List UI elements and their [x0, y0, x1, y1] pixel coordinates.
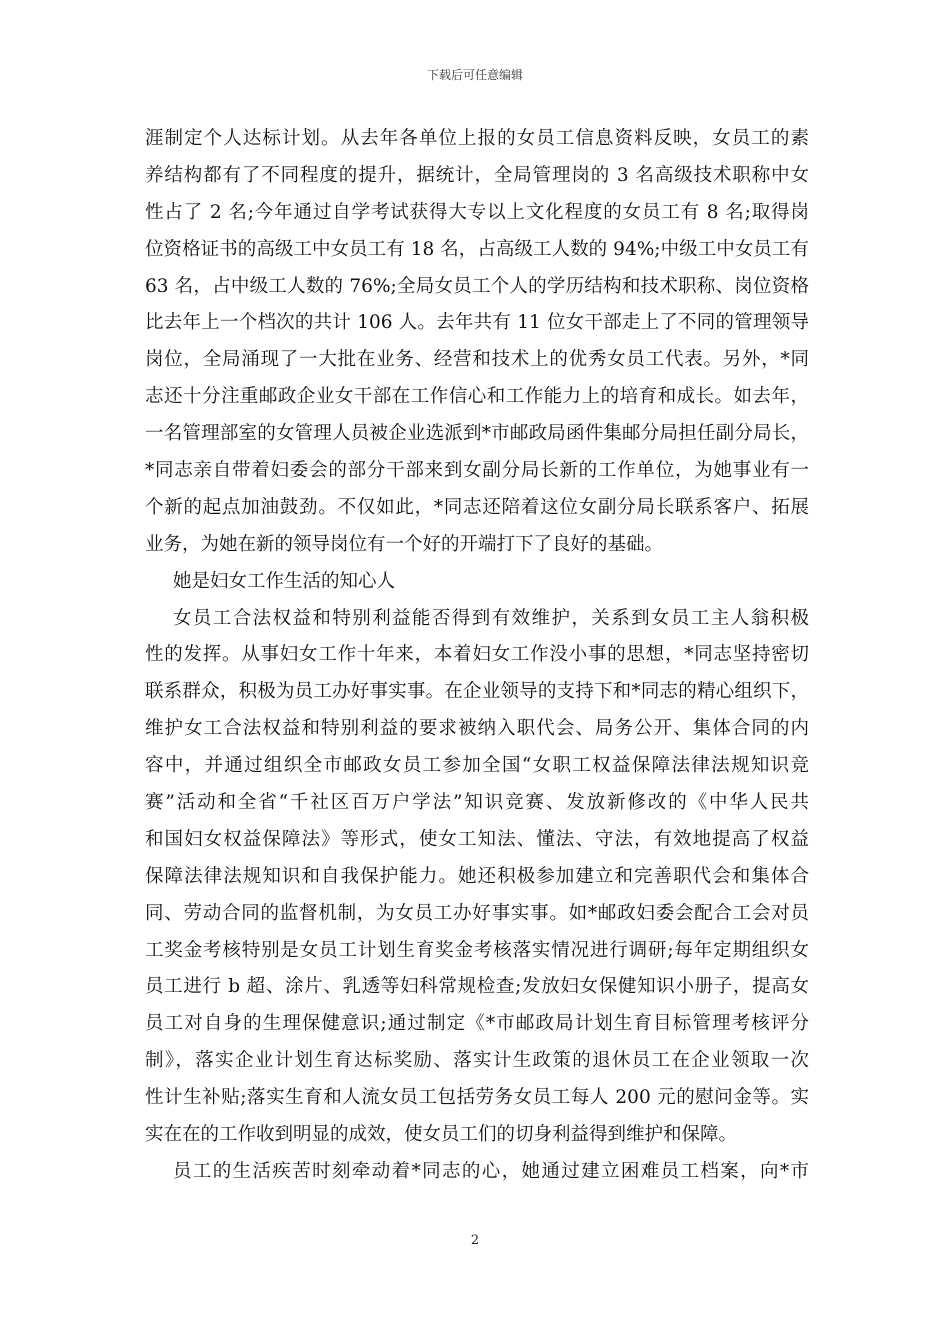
text-line: 女员工合法权益和特别利益能否得到有效维护，关系到女员工主人翁积极 — [173, 607, 809, 629]
text-line: 一名管理部室的女管理人员被企业选派到*市邮政局函件集邮分局担任副分局长， — [145, 423, 809, 445]
text-line: 个新的起点加油鼓劲。不仅如此，*同志还陪着这位女副分局长联系客户、拓展 — [145, 496, 809, 518]
text-line: 比去年上一个档次的共计 106 人。去年共有 11 位女干部走上了不同的管理领导 — [145, 312, 809, 334]
text-line: 保障法律法规知识和自我保护能力。她还积极参加建立和完善职代会和集体合 — [145, 865, 809, 887]
text-line: 性占了 2 名;今年通过自学考试获得大专以上文化程度的女员工有 8 名;取得岗 — [145, 201, 809, 223]
text-line: 员工对自身的生理保健意识;通过制定《*市邮政局计划生育目标管理考核评分 — [145, 1013, 809, 1035]
text-line: 和国妇女权益保障法》等形式，使女工知法、懂法、守法，有效地提高了权益 — [145, 828, 809, 850]
text-line: 实在在的工作收到明显的成效，使女员工们的切身利益得到维护和保障。 — [145, 1124, 738, 1146]
text-line: 业务，为她在新的领导岗位有一个好的开端打下了良好的基础。 — [145, 533, 664, 555]
text-line: 岗位，全局涌现了一大批在业务、经营和技术上的优秀女员工代表。另外，*同 — [145, 349, 809, 371]
text-line: 志还十分注重邮政企业女干部在工作信心和工作能力上的培育和成长。如去年， — [145, 386, 809, 408]
text-line: *同志亲自带着妇委会的部分干部来到女副分局长新的工作单位，为她事业有一 — [145, 460, 809, 482]
page-number: 2 — [470, 1233, 480, 1248]
page-header: 下载后可任意编辑 — [426, 68, 523, 82]
text-line: 养结构都有了不同程度的提升，据统计，全局管理岗的 3 名高级技术职称中女 — [145, 164, 809, 186]
text-line: 容中，并通过组织全市邮政女员工参加全国“女职工权益保障法律法规知识竞 — [145, 755, 809, 777]
text-line: 性计生补贴;落实生育和人流女员工包括劳务女员工每人 200 元的慰问金等。实 — [145, 1087, 809, 1109]
section-heading: 她是妇女工作生活的知心人 — [173, 570, 396, 592]
text-line: 制》，落实企业计划生育达标奖励、落实计生政策的退休员工在企业领取一次 — [145, 1050, 809, 1072]
text-line: 维护女工合法权益和特别利益的要求被纳入职代会、局务公开、集体合同的内 — [145, 718, 809, 740]
text-line: 联系群众，积极为员工办好事实事。在企业领导的支持下和*同志的精心组织下， — [145, 681, 809, 703]
text-line: 位资格证书的高级工中女员工有 18 名，占高级工人数的 94%;中级工中女员工有 — [145, 238, 809, 260]
text-line: 工奖金考核特别是女员工计划生育奖金考核落实情况进行调研;每年定期组织女 — [145, 939, 809, 961]
text-line: 涯制定个人达标计划。从去年各单位上报的女员工信息资料反映，女员工的素 — [145, 128, 809, 149]
text-line: 同、劳动合同的监督机制，为女员工办好事实事。如*邮政妇委会配合工会对员 — [145, 902, 809, 924]
text-line: 63 名，占中级工人数的 76%;全局女员工个人的学历结构和技术职称、岗位资格 — [145, 275, 809, 297]
text-line: 赛”活动和全省“千社区百万户学法”知识竞赛、发放新修改的《中华人民共 — [145, 792, 809, 814]
text-line: 员工进行 b 超、涂片、乳透等妇科常规检查;发放妇女保健知识小册子，提高女 — [145, 976, 809, 998]
text-line: 员工的生活疾苦时刻牵动着*同志的心，她通过建立困难员工档案，向*市 — [173, 1160, 809, 1182]
document-body — [145, 121, 809, 1191]
text-line: 性的发挥。从事妇女工作十年来，本着妇女工作没小事的思想，*同志坚持密切 — [145, 644, 809, 666]
